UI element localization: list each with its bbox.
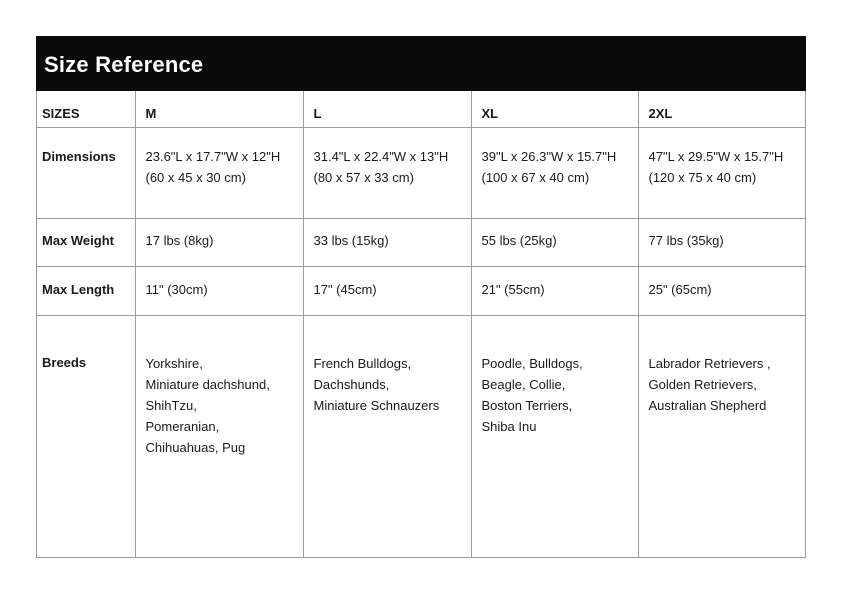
max-length-label: Max Length (37, 266, 135, 315)
dimensions-cm: (120 x 75 x 40 cm) (648, 169, 757, 185)
size-header-xl: XL (471, 91, 638, 127)
max-weight-cell-xl: 55 lbs (25kg) (471, 218, 638, 266)
size-header-2xl: 2XL (638, 91, 805, 127)
breed-line: Pomeranian, (145, 418, 220, 434)
breed-line: Golden Retrievers, (648, 376, 757, 392)
page-title: Size Reference (44, 52, 204, 77)
breed-line: Shiba Inu (481, 418, 537, 434)
breed-line: Australian Shepherd (648, 397, 767, 413)
breeds-cell-xl (471, 315, 638, 557)
breeds-cell-2xl (638, 315, 805, 557)
max-weight-label: Max Weight (37, 218, 135, 266)
breeds-row (37, 315, 805, 557)
max-weight-cell-m: 17 lbs (8kg) (135, 218, 303, 266)
max-length-cell-xl: 21" (55cm) (471, 266, 638, 315)
max-length-cell-l: 17" (45cm) (303, 266, 471, 315)
dimensions-cell-2xl (638, 127, 805, 218)
max-weight-cell-l: 33 lbs (15kg) (303, 218, 471, 266)
title-bar (36, 36, 806, 91)
dimensions-inches: 31.4"L x 22.4"W x 13"H (313, 148, 449, 164)
breed-line: French Bulldogs, (313, 355, 412, 371)
size-header-m: M (135, 91, 303, 127)
breeds-cell-m (135, 315, 303, 557)
dimensions-cm: (80 x 57 x 33 cm) (313, 169, 414, 185)
dimensions-inches: 23.6"L x 17.7"W x 12"H (145, 148, 281, 164)
breed-line: Miniature dachshund, (145, 376, 270, 392)
max-length-row (37, 266, 805, 315)
max-length-cell-m: 11" (30cm) (135, 266, 303, 315)
max-weight-row (37, 218, 805, 266)
dimensions-inches: 47"L x 29.5"W x 15.7"H (648, 148, 784, 164)
breeds-label: Breeds (37, 315, 135, 557)
dimensions-cm: (100 x 67 x 40 cm) (481, 169, 590, 185)
sizes-header-label: SIZES (37, 91, 135, 127)
breed-line: Poodle, Bulldogs, (481, 355, 583, 371)
breed-line: ShihTzu, (145, 397, 197, 413)
breed-line: Chihuahuas, Pug (145, 439, 246, 455)
size-reference-card (36, 36, 806, 558)
dimensions-row (37, 127, 805, 218)
max-length-cell-2xl: 25" (65cm) (638, 266, 805, 315)
max-weight-cell-2xl: 77 lbs (35kg) (638, 218, 805, 266)
dimensions-cell-m (135, 127, 303, 218)
dimensions-label: Dimensions (37, 127, 135, 218)
dimensions-cell-l (303, 127, 471, 218)
header-row (37, 91, 805, 127)
breed-line: Miniature Schnauzers (313, 397, 440, 413)
breed-line: Yorkshire, (145, 355, 203, 371)
breed-line: Labrador Retrievers , (648, 355, 771, 371)
breed-line: Beagle, Collie, (481, 376, 566, 392)
breed-line: Dachshunds, (313, 376, 390, 392)
breeds-cell-l (303, 315, 471, 557)
breed-line: Boston Terriers, (481, 397, 573, 413)
dimensions-cell-xl (471, 127, 638, 218)
dimensions-inches: 39"L x 26.3"W x 15.7"H (481, 148, 617, 164)
dimensions-cm: (60 x 45 x 30 cm) (145, 169, 246, 185)
size-reference-table (37, 91, 805, 557)
size-header-l: L (303, 91, 471, 127)
